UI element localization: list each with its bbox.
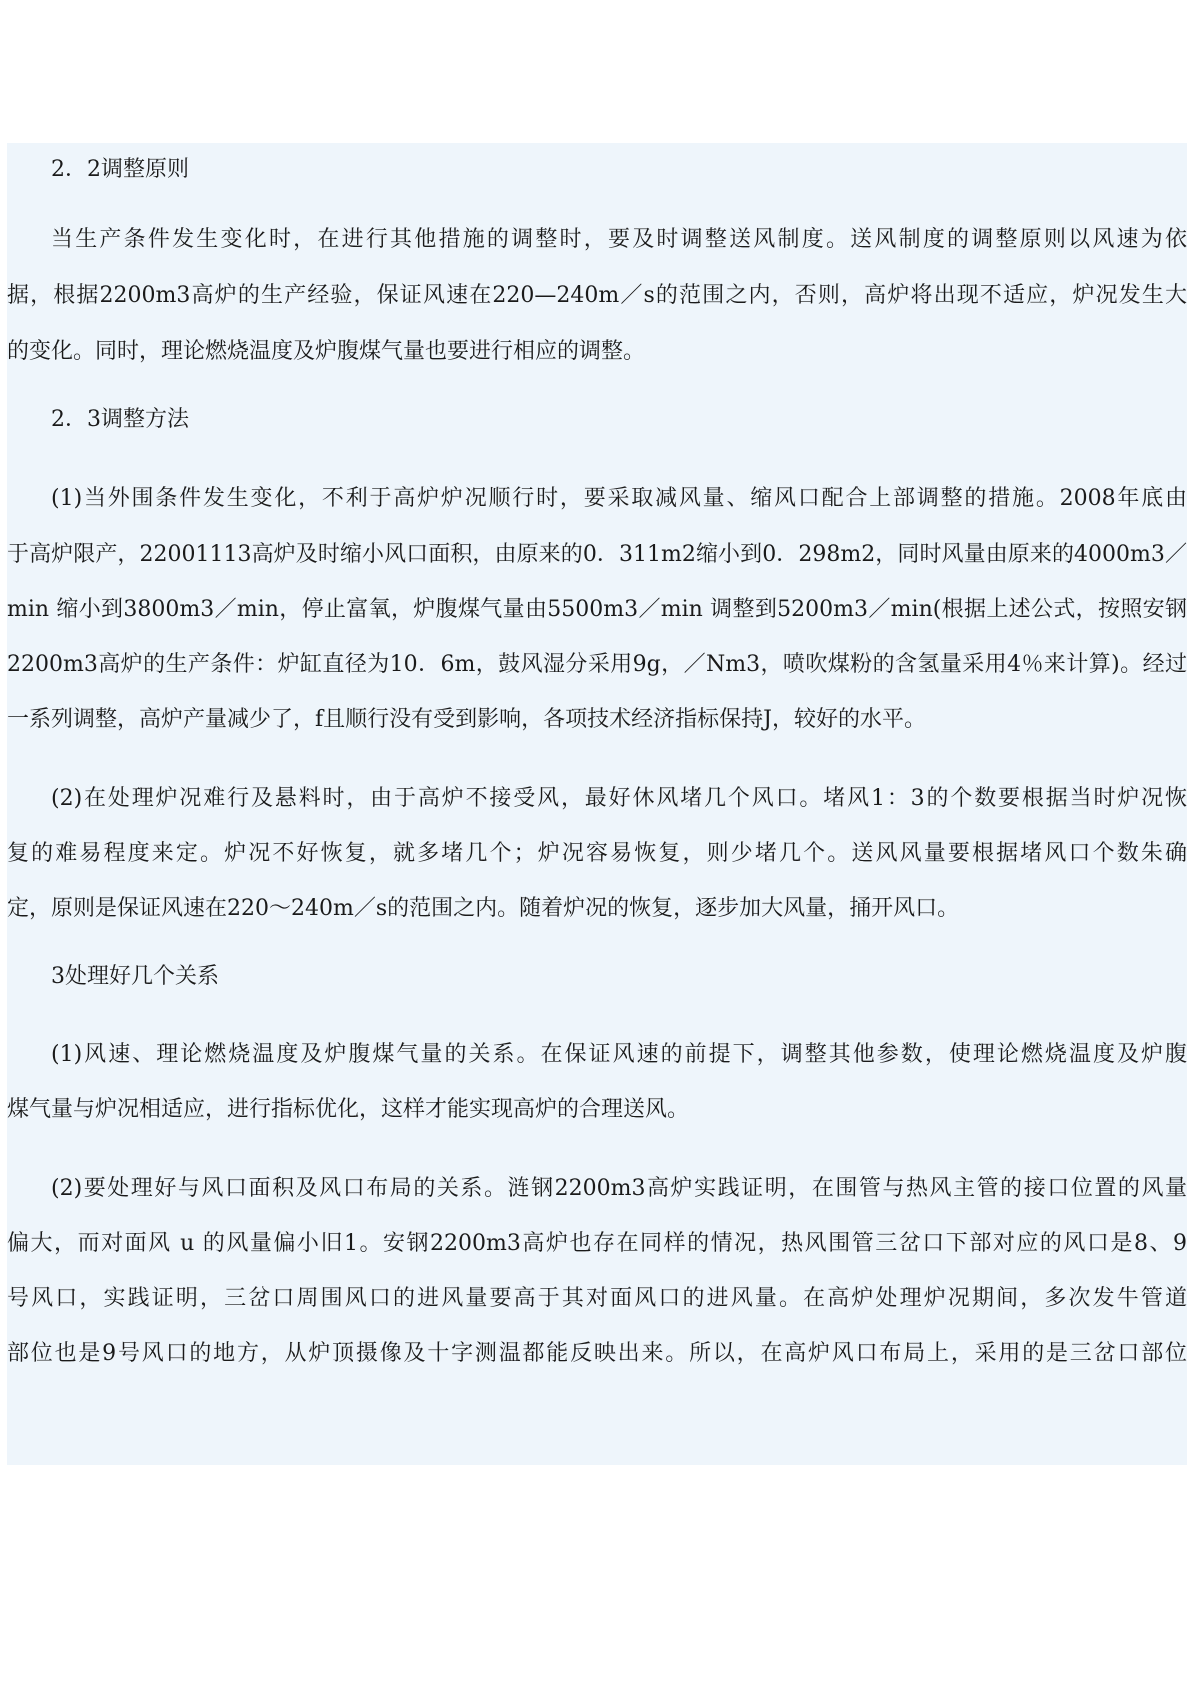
paragraph-line: 号风口，实践证明，三岔口周围风口的进风量要高于其对面风口的进风量。在高炉处理炉况期间，多次发牛管道 bbox=[7, 1286, 1187, 1311]
paragraph-line: (2)要处理好与风口面积及风口布局的关系。涟钢2200m3高炉实践证明，在围管与热风主管的接口位置的风量 bbox=[51, 1176, 1187, 1201]
paragraph-line: (1)风速、理论燃烧温度及炉腹煤气量的关系。在保证风速的前提下，调整其他参数，使理论燃烧温度及炉腹 bbox=[51, 1042, 1187, 1067]
paragraph-line: 偏大，而对面风 u 的风量偏小旧1。安钢2200m3高炉也存在同样的情况，热风围管三岔口下部对应的风口是8、9 bbox=[7, 1231, 1187, 1256]
paragraph-line: min 缩小到3800m3／min，停止富氧，炉腹煤气量由5500m3／min 调整到5200m3／min(根据上述公式，按照安钢 bbox=[7, 597, 1187, 622]
document-body bbox=[7, 143, 1187, 1465]
paragraph-line: 当生产条件发生变化时，在进行其他措施的调整时，要及时调整送风制度。送风制度的调整原则以风速为依 bbox=[51, 227, 1187, 252]
paragraph-line: 部位也是9号风口的地方，从炉顶摄像及十字测温都能反映出来。所以，在高炉风口布局上，采用的是三岔口部位 bbox=[7, 1341, 1187, 1366]
paragraph-line: 于高炉限产，22001113高炉及时缩小风口面积，由原来的0．311m2缩小到0．298m2，同时风量由原来的4000m3／ bbox=[7, 542, 1187, 567]
section-heading-2-2: 2．2调整原则 bbox=[51, 157, 189, 182]
paragraph-line: 复的难易程度来定。炉况不好恢复，就多堵几个；炉况容易恢复，则少堵几个。送风风量要根据堵风口个数朱确 bbox=[7, 841, 1187, 866]
paragraph-line: 据，根据2200m3高炉的生产经验，保证风速在220—240m／s的范围之内，否则，高炉将出现不适应，炉况发生大 bbox=[7, 283, 1187, 308]
paragraph-line: 的变化。同时，理论燃烧温度及炉腹煤气量也要进行相应的调整。 bbox=[7, 339, 646, 364]
paragraph-line: 煤气量与炉况相适应，进行指标优化，这样才能实现高炉的合理送风。 bbox=[7, 1097, 690, 1122]
paragraph-line: 一系列调整，高炉产量减少了，f且顺行没有受到影响，各项技术经济指标保持J，较好的水平。 bbox=[7, 707, 926, 732]
paragraph-line: (2)在处理炉况难行及悬料时，由于高炉不接受风，最好休风堵几个风口。堵风1：3的个数要根据当时炉况恢 bbox=[51, 786, 1187, 811]
paragraph-line: (1)当外围条件发生变化，不利于高炉炉况顺行时，要采取减风量、缩风口配合上部调整的措施。2008年底由 bbox=[51, 486, 1187, 511]
section-heading-3: 3处理好几个关系 bbox=[51, 964, 219, 989]
paragraph-line: 定，原则是保证风速在220～240m／s的范围之内。随着炉况的恢复，逐步加大风量，捅开风口。 bbox=[7, 896, 960, 921]
paragraph-line: 2200m3高炉的生产条件：炉缸直径为10．6m，鼓风湿分采用9g，／Nm3，喷吹煤粉的含氢量采用4％来计算)。经过 bbox=[7, 652, 1187, 677]
section-heading-2-3: 2．3调整方法 bbox=[51, 407, 189, 432]
